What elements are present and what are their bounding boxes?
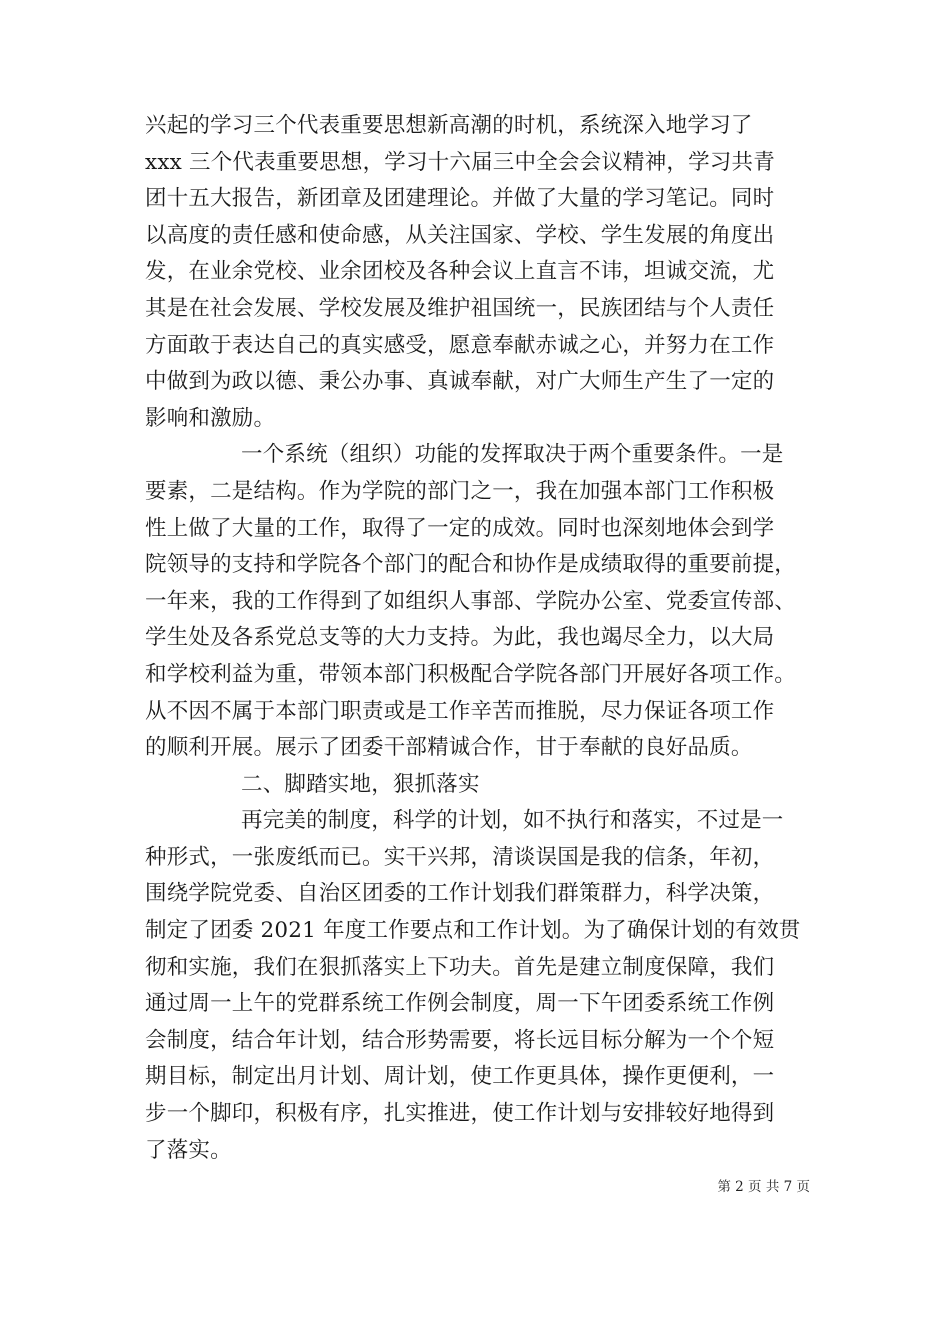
text-line: 步一个脚印，积极有序，扎实推进，使工作计划与安排较好地得到 [145, 1101, 775, 1127]
text-line: 方面敢于表达自己的真实感受，愿意奉献赤诚之心，并努力在工作 [145, 332, 775, 358]
text-line: 和学校利益为重，带领本部门积极配合学院各部门开展好各项工作。 [145, 661, 797, 687]
text-line: 期目标，制定出月计划、周计划，使工作更具体，操作更便利，一 [145, 1064, 775, 1090]
document-body [145, 108, 810, 1169]
text-line: 中做到为政以德、秉公办事、真诚奉献，对广大师生产生了一定的 [145, 369, 775, 395]
text-line: 围绕学院党委、自治区团委的工作计划我们群策群力，科学决策， [145, 881, 775, 907]
text-line: 其是在社会发展、学校发展及维护祖国统一，民族团结与个人责任 [145, 295, 775, 321]
text-line: 影响和激励。 [145, 405, 276, 431]
text-line: 从不因不属于本部门职责或是工作辛苦而推脱，尽力保证各项工作 [145, 698, 775, 724]
text-line: 院领导的支持和学院各个部门的配合和协作是成绩取得的重要前提， [145, 552, 797, 578]
text-line: 要素，二是结构。作为学院的部门之一，我在加强本部门工作积极 [145, 478, 775, 504]
text-line: 会制度，结合年计划，结合形势需要，将长远目标分解为一个个短 [145, 1027, 775, 1053]
text-line: 通过周一上午的党群系统工作例会制度，周一下午团委系统工作例 [145, 991, 775, 1017]
text-line: 一年来，我的工作得到了如组织人事部、学院办公室、党委宣传部、 [145, 588, 797, 614]
text-line: xxx 三个代表重要思想，学习十六届三中全会会议精神，学习共青 [145, 149, 775, 175]
text-line: 性上做了大量的工作，取得了一定的成效。同时也深刻地体会到学 [145, 515, 775, 541]
text-line: 种形式，一张废纸而已。实干兴邦，清谈误国是我的信条，年初， [145, 844, 775, 870]
text-line: 团十五大报告，新团章及团建理论。并做了大量的学习笔记。同时 [145, 186, 775, 212]
paragraph-start-line: 再完美的制度，科学的计划，如不执行和落实，不过是一 [241, 808, 784, 834]
text-line: 以高度的责任感和使命感，从关注国家、学校、学生发展的角度出 [145, 222, 775, 248]
text-line: 学生处及各系党总支等的大力支持。为此，我也竭尽全力，以大局 [145, 625, 775, 651]
text-line: 发，在业余党校、业余团校及各种会议上直言不讳，坦诚交流，尤 [145, 259, 775, 285]
text-line: 了落实。 [145, 1137, 232, 1163]
text-line: 兴起的学习三个代表重要思想新高潮的时机，系统深入地学习了 [145, 113, 753, 138]
section-heading: 二、脚踏实地，狠抓落实 [241, 771, 480, 797]
text-line: 制定了团委 2021 年度工作要点和工作计划。为了确保计划的有效贯 [145, 918, 801, 944]
paragraph-start-line: 一个系统（组织）功能的发挥取决于两个重要条件。一是 [241, 442, 784, 468]
text-line: 彻和实施，我们在狠抓落实上下功夫。首先是建立制度保障，我们 [145, 954, 775, 980]
text-line: 的顺利开展。展示了团委干部精诚合作，甘于奉献的良好品质。 [145, 735, 753, 761]
page-number: 第 2 页 共 7 页 [717, 1179, 810, 1195]
